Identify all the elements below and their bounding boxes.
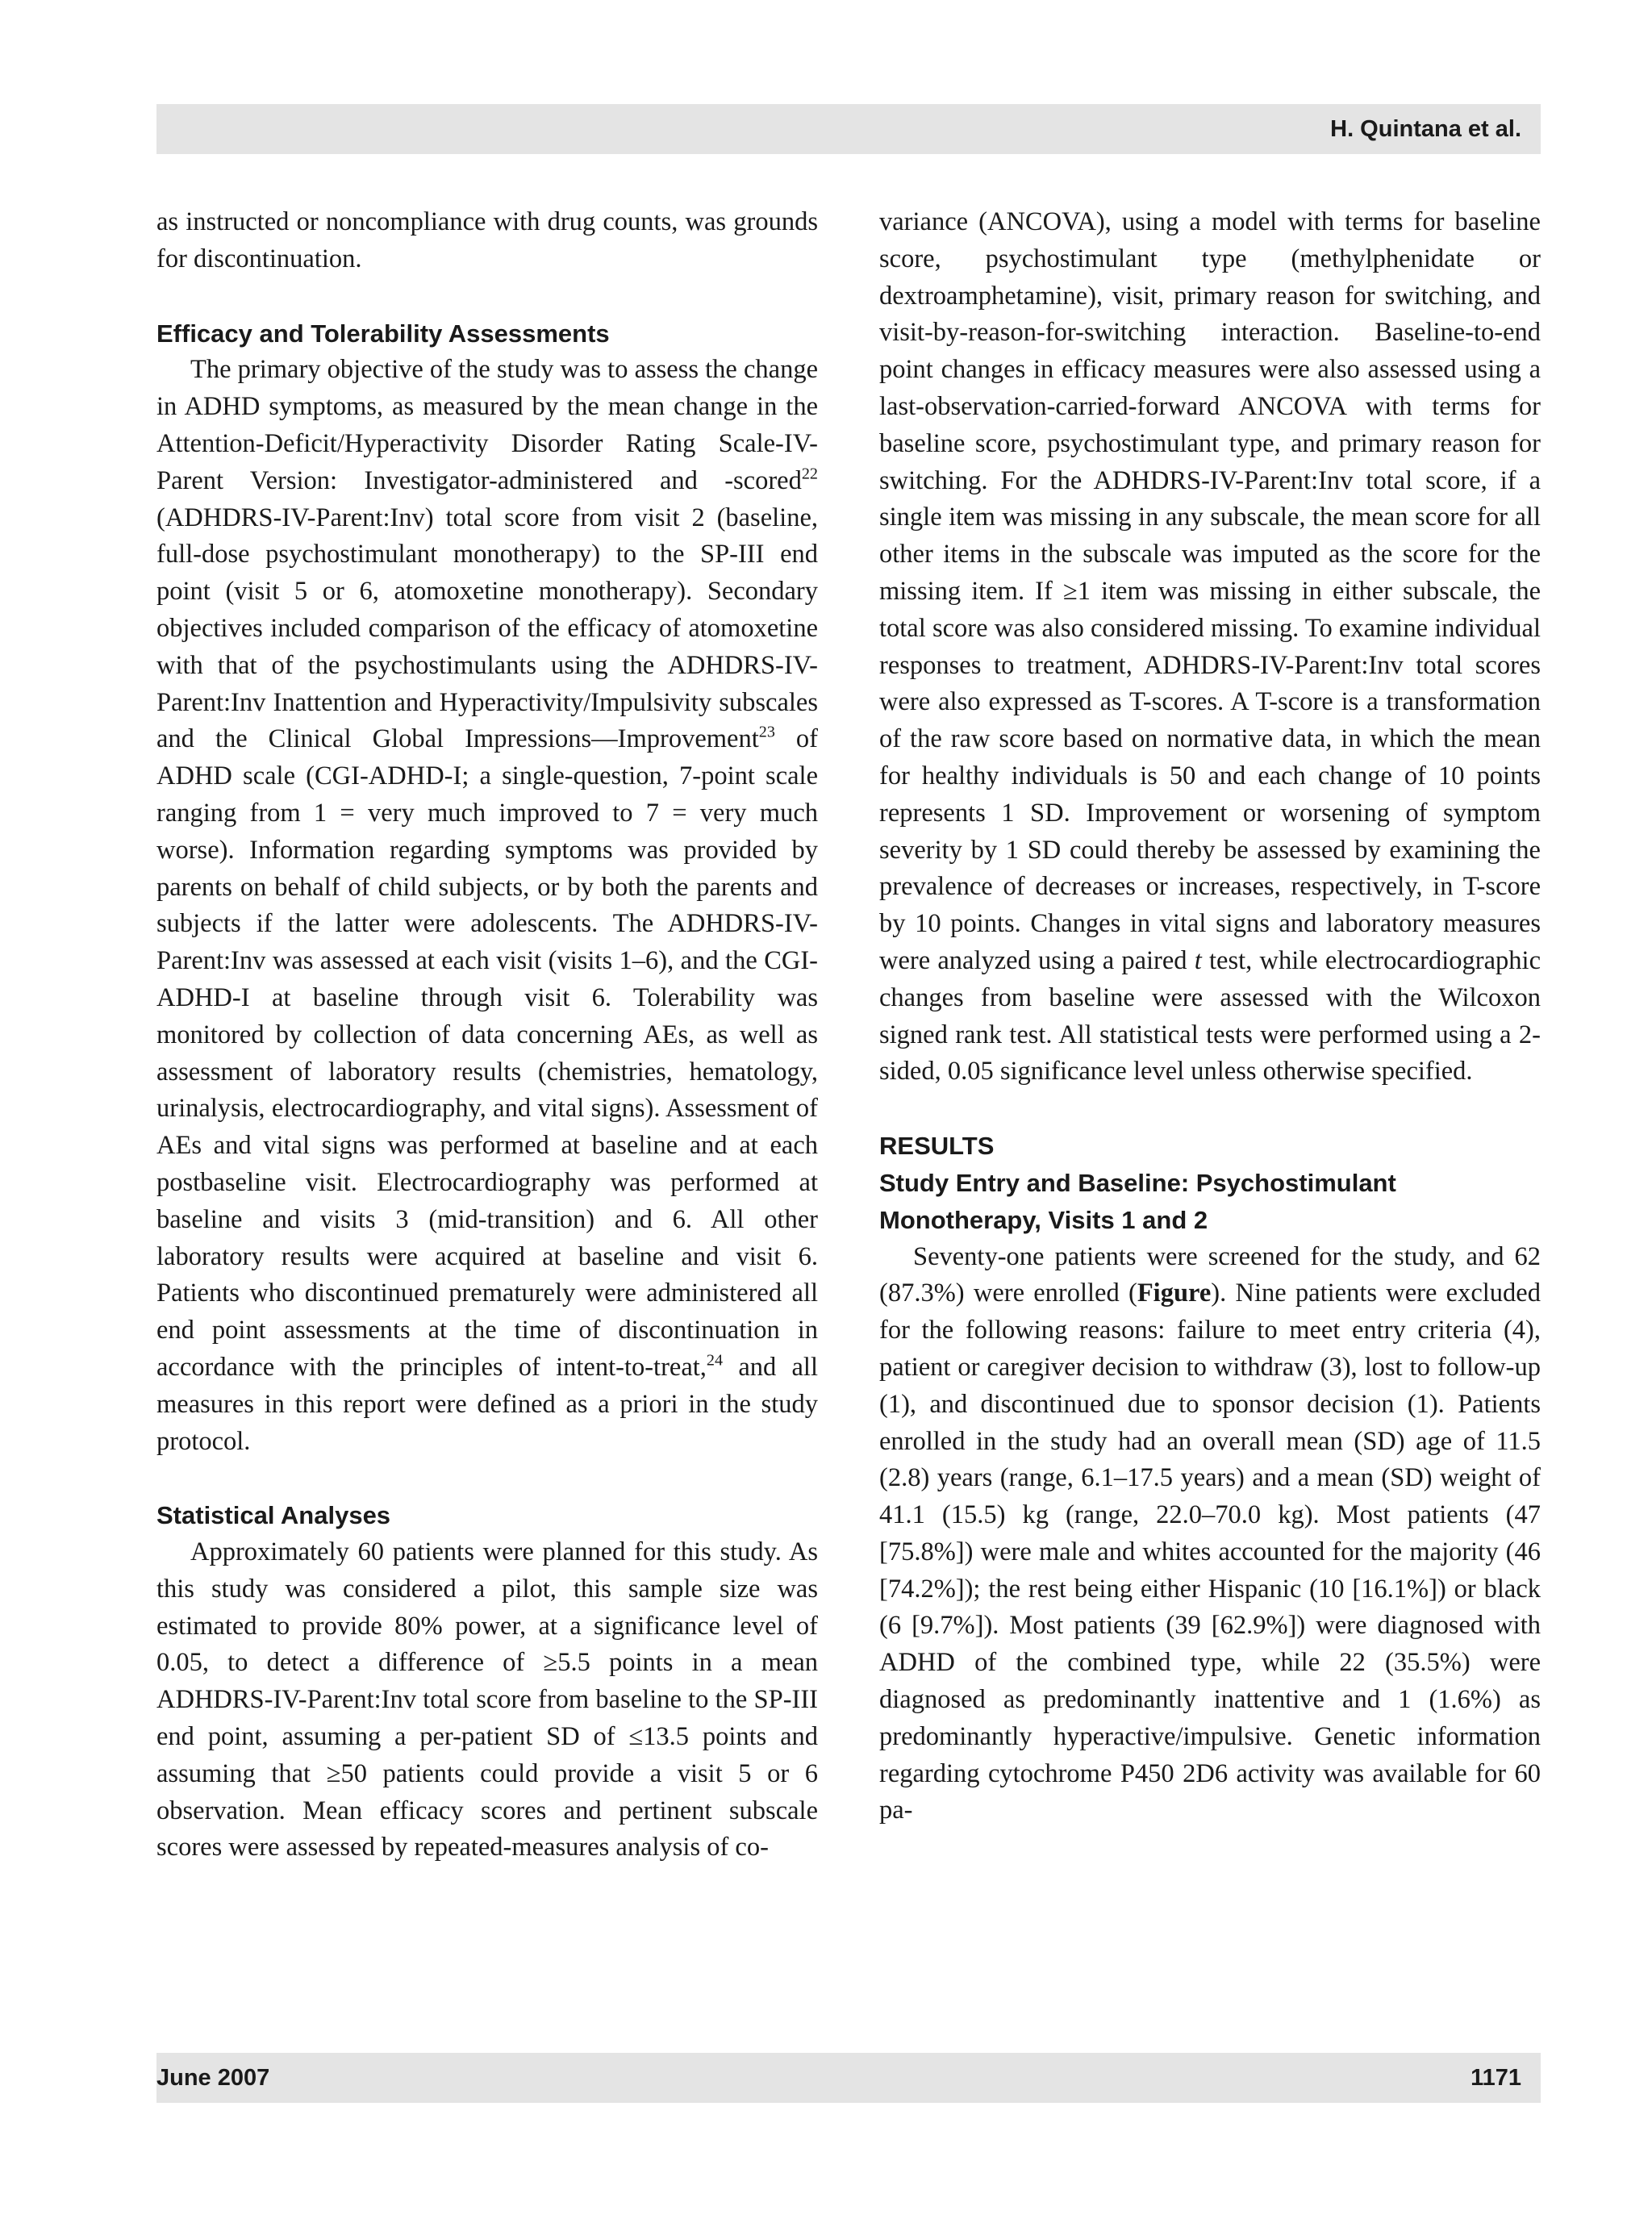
study-entry-subheading-line1: Study Entry and Baseline: Psychostimulant bbox=[879, 1168, 1396, 1197]
statistical-analyses-heading: Statistical Analyses bbox=[156, 1501, 391, 1530]
ancova-text-2: test, while electrocardiographic changes from baseline were assessed with the Wilcoxon signed rank test. All statistical tests were performed using a 2-sided, 0.05 significance level unless otherwise specified. bbox=[879, 945, 1541, 1087]
efficacy-heading: Efficacy and Tolerability Assessments bbox=[156, 319, 610, 348]
efficacy-text-3: of ADHD scale (CGI-ADHD-I; a single-question, 7-point scale ranging from 1 = very much improved to 7 = very much worse). Information regarding symptoms was provided by parents on behalf of child subjects, or by both the parents and subjects if the latter were adolescents. The ADHDRS-IV-Parent:Inv was assessed at each visit (visits 1–6), and the CGI-ADHD-I at baseline through visit 6. Tolerability was monitored by collection of data concerning AEs, as well as assessment of laboratory results (chemistries, hematology, urinalysis, electrocardiography, and vital signs). Assessment of AEs and vital signs was performed at baseline and at each postbaseline visit. Electrocardiography was performed at baseline and visits 3 (mid-transition) and 6. All other laboratory results were acquired at baseline and visit 6. Patients who discontinued prematurely were administered all end point assessments at the time of discontinuation in accordance with the principles of intent-to-treat, bbox=[156, 724, 818, 1382]
results-heading: RESULTS bbox=[879, 1132, 995, 1161]
running-footer bbox=[156, 2053, 1541, 2103]
statistical-analyses-paragraph: Approximately 60 patients were planned for this study. As this study was considered a pilot, this sample size was estimated to provide 80% power, at a significance level of 0.05, to detect a difference of ≥5.5 points in a mean ADHDRS-IV-Parent:Inv total score from baseline to the SP-III end point, assuming a per-patient SD of ≤13.5 points and assuming that ≥50 patients could provide a visit 5 or 6 observation. Mean efficacy scores and pertinent subscale scores were assessed by repeated-measures analysis of co- bbox=[156, 1537, 818, 1862]
footer-date: June 2007 bbox=[156, 2065, 270, 2091]
spacer bbox=[879, 1091, 1541, 1128]
ancova-paragraph bbox=[879, 204, 1541, 1091]
spacer bbox=[156, 278, 818, 315]
reference-24: 24 bbox=[706, 1351, 724, 1370]
ancova-text-1: variance (ANCOVA), using a model with terms for baseline score, psychostimulant type (methylphenidate or dextroamphetamine), visit, primary reason for switching, and visit-by-reason-for-switching interaction. Baseline-to-end point changes in efficacy measures were also assessed using a last-observation-carried-forward ANCOVA with terms for baseline score, psychostimulant type, and primary reason for switching. For the ADHDRS-IV-Parent:Inv total score, if a single item was missing in any subscale, the mean score for all other items in the subscale was imputed as the score for the missing item. If ≥1 item was missing in either subscale, the total score was also considered missing. To examine individual responses to treatment, ADHDRS-IV-Parent:Inv total scores were also expressed as T-scores. A T-score is a transformation of the raw score based on normative data, in which the mean for healthy individuals is 50 and each change of 10 points represents 1 SD. Improvement or worsening of symptom severity by 1 SD could thereby be assessed by examining the prevalence of decreases or increases, respectively, in T-score by 10 points. Changes in vital signs and laboratory measures were analyzed using a paired bbox=[879, 207, 1541, 975]
running-header bbox=[156, 104, 1541, 154]
reference-23: 23 bbox=[758, 723, 775, 741]
efficacy-text-1: The primary objective of the study was to assess the change in ADHD symptoms, as measured by the mean change in the Attention-Deficit/Hyperactivity Disorder Rating Scale-IV-Parent Version: Investigator-administered and -scored bbox=[156, 355, 818, 495]
figure-reference[interactable]: Figure bbox=[1137, 1278, 1212, 1308]
running-header-authors: H. Quintana et al. bbox=[1330, 116, 1521, 142]
t-test-symbol: t bbox=[1194, 945, 1202, 975]
study-entry-text-1: Seventy-one patients were screened for the study, and 62 (87.3%) were enrolled ( bbox=[879, 1241, 1541, 1308]
left-column bbox=[156, 204, 818, 1867]
study-entry-subheading-line2: Monotherapy, Visits 1 and 2 bbox=[879, 1205, 1208, 1234]
efficacy-text-2: (ADHDRS-IV-Parent:Inv) total score from visit 2 (baseline, full-dose psychostimulant monotherapy) to the SP-III end point (visit 5 or 6, atomoxetine monotherapy). Secondary objectives included comparison of the efficacy of atomoxetine with that of the psychostimulants using the ADHDRS-IV-Parent:Inv Inattention and Hyperactivity/Impulsivity subscales and the Clinical Global Impressions—Improvement bbox=[156, 503, 818, 754]
efficacy-paragraph bbox=[156, 352, 818, 1460]
efficacy-text-4: and all measures in this report were defined as a priori in the study protocol. bbox=[156, 1352, 818, 1456]
footer-page-number: 1171 bbox=[1471, 2065, 1521, 2091]
right-column bbox=[879, 204, 1541, 1829]
spacer bbox=[156, 1460, 818, 1497]
continued-paragraph: as instructed or noncompliance with drug counts, was grounds for discontinuation. bbox=[156, 207, 818, 273]
study-entry-paragraph bbox=[879, 1239, 1541, 1830]
reference-22: 22 bbox=[801, 465, 818, 483]
study-entry-text-2: ). Nine patients were excluded for the following reasons: failure to meet entry criteria (4), patient or caregiver decision to withdraw (3), lost to follow-up (1), and discontinued due to sponsor decision (1). Patients enrolled in the study had an overall mean (SD) age of 11.5 (2.8) years (range, 6.1–17.5 years) and a mean (SD) weight of 41.1 (15.5) kg (range, 22.0–70.0 kg). Most patients (47 [75.8%]) were male and whites accounted for the majority (46 [74.2%]); the rest being either Hispanic (10 [16.1%]) or black (6 [9.7%]). Most patients (39 [62.9%]) were diagnosed with ADHD of the combined type, while 22 (35.5%) were diagnosed as predominantly inattentive and 1 (1.6%) as predominantly hyperactive/impulsive. Genetic information regarding cytochrome P450 2D6 activity was available for 60 pa- bbox=[879, 1278, 1541, 1825]
